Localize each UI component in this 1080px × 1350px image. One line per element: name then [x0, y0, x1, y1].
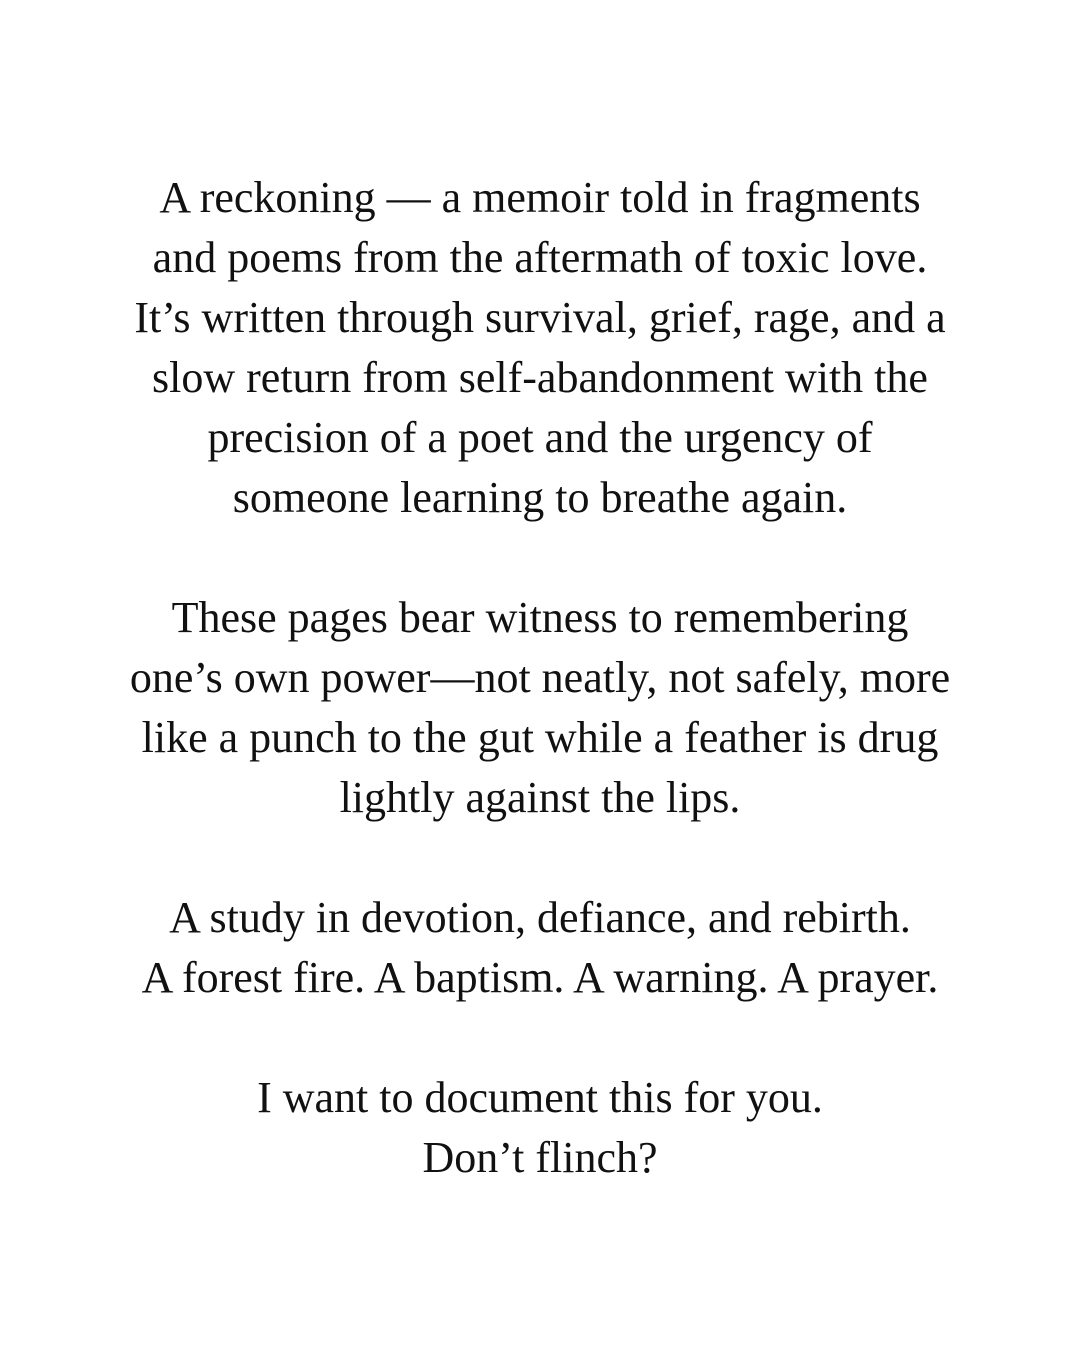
text-line: A reckoning — a memoir told in fragments: [159, 173, 921, 222]
paragraph-intro: [60, 168, 1020, 528]
text-line: A study in devotion, defiance, and rebirth.: [169, 893, 911, 942]
text-line: I want to document this for you.: [257, 1073, 823, 1122]
text-line: Don’t flinch?: [422, 1133, 658, 1182]
text-line: slow return from self-abandonment with the: [152, 353, 928, 402]
text-line: A forest fire. A baptism. A warning. A prayer.: [141, 953, 939, 1002]
text-line: and poems from the aftermath of toxic love.: [152, 233, 928, 282]
paragraph-closing: [60, 1068, 1020, 1188]
text-line: someone learning to breathe again.: [232, 473, 848, 522]
text-line: These pages bear witness to remembering: [171, 593, 909, 642]
paragraph-study: [60, 888, 1020, 1008]
text-block: [60, 168, 1020, 1188]
text-line: like a punch to the gut while a feather is drug: [141, 713, 939, 762]
paragraph-witness: [60, 588, 1020, 828]
text-line: lightly against the lips.: [339, 773, 741, 822]
text-line: precision of a poet and the urgency of: [207, 413, 873, 462]
text-line: one’s own power—not neatly, not safely, more: [129, 653, 951, 702]
text-line: It’s written through survival, grief, rage, and a: [134, 293, 946, 342]
